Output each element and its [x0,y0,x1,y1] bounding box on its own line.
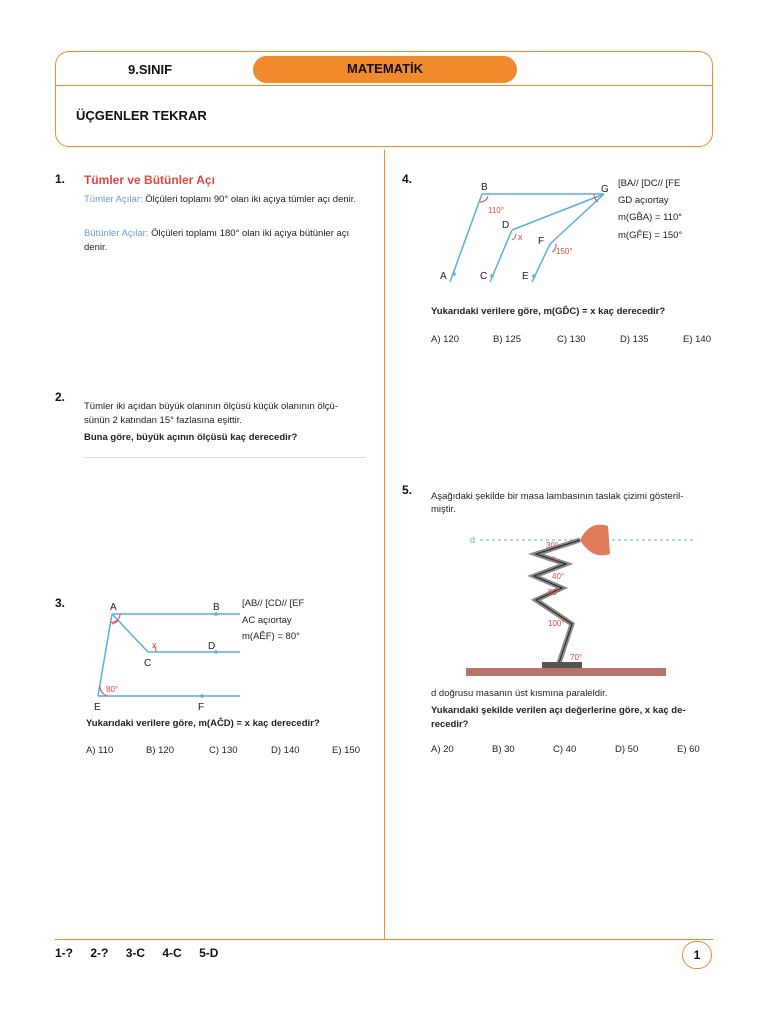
q3-label-f: F [198,702,205,713]
answer-4: 4-C [162,946,182,960]
q5-label-d: d [470,535,476,545]
q1-definition-1 [84,193,369,207]
q4-given-3: m(GB̂A) = 110° [618,212,683,223]
q4-label-110: 110° [488,206,504,215]
q4-choice-d[interactable]: D) 135 [620,334,649,345]
q4-label-e: E [522,271,529,282]
q5-question-line-2: recedir? [431,719,469,730]
q4-label-d: D [502,220,510,231]
q3-given-3: m(AÊF) = 80° [242,631,300,642]
q5-text-line-3: d doğrusu masanın üst kısmına paraleldir. [431,688,608,699]
q5-label-70: 70° [570,653,583,662]
q4-question: Yukarıdaki verilere göre, m(GD̂C) = x kaç derecedir? [431,306,666,317]
q3-choice-c[interactable]: C) 130 [209,745,238,756]
q4-label-b: B [481,182,488,193]
topic-title: ÜÇGENLER TEKRAR [76,108,207,123]
worksheet-header [55,51,713,147]
q5-text-line-2: miştir. [431,504,456,515]
q5-lamp-figure [462,520,702,678]
q3-choice-e[interactable]: E) 150 [332,745,360,756]
header-divider [56,85,712,86]
answer-key [55,946,232,960]
answer-2: 2-? [90,946,109,960]
q4-label-x: x [518,232,523,242]
q4-choice-a[interactable]: A) 120 [431,334,459,345]
q2-text-line-1: Tümler iki açıdan büyük olanının ölçüsü küçük olanının ölçü- [84,401,338,412]
q1-def1-text: Ölçüleri toplamı 90° olan iki açıya tümler açı denir. [145,194,357,205]
q5-question-line-1: Yukarıdaki şekilde verilen açı değerlerine göre, x kaç de- [431,705,686,716]
q3-given-1: [AB// [CD// [EF [242,598,305,609]
q4-given-2: GD açıortay [618,195,669,206]
q5-label-100: 100° [548,619,565,628]
q5-label-50: 50° [548,588,561,597]
page-number: 1 [682,941,712,969]
subject-badge: MATEMATİK [253,56,517,83]
q5-label-x: x [552,554,556,563]
q4-choice-b[interactable]: B) 125 [493,334,521,345]
q3-choice-a[interactable]: A) 110 [86,745,114,756]
q5-label-30: 30° [546,541,559,550]
answer-1: 1-? [55,946,73,960]
q4-label-150: 150° [556,247,573,256]
q5-choice-c[interactable]: C) 40 [553,744,577,755]
q4-label-c: C [480,271,488,282]
q5-choice-a[interactable]: A) 20 [431,744,454,755]
q3-choice-d[interactable]: D) 140 [271,745,300,756]
q2-text-line-2: sünün 2 katından 15° fazlasına eşittir. [84,415,243,426]
question-number-4: 4. [402,172,413,186]
q4-given-1: [BA// [DC// [FE [618,178,681,189]
q2-question: Buna göre, büyük açının ölçüsü kaç derecedir? [84,432,298,443]
q4-figure [432,178,617,290]
question-number-2: 2. [55,390,66,404]
q5-text-line-1: Aşağıdaki şekilde bir masa lambasının taslak çizimi gösteril- [431,491,684,502]
answer-3: 3-C [125,946,146,960]
q3-choice-b[interactable]: B) 120 [146,745,174,756]
q5-label-40: 40° [552,572,565,581]
q3-label-e: E [94,702,101,713]
question-number-1: 1. [55,172,66,186]
q3-label-c: C [144,658,152,669]
q3-figure [90,598,250,713]
answer-5: 5-D [199,946,219,960]
q4-given-4: m(GF̂E) = 150° [618,230,683,241]
q4-choice-e[interactable]: E) 140 [683,334,711,345]
q4-label-f: F [538,236,545,247]
column-divider [384,150,385,940]
q4-choice-c[interactable]: C) 130 [557,334,586,345]
q3-question: Yukarıdaki verilere göre, m(AĈD) = x kaç derecedir? [86,718,320,729]
q3-given-2: AC açıortay [242,615,292,626]
q1-definition-2 [84,227,369,255]
question-number-5: 5. [402,483,413,497]
grade-label: 9.SINIF [128,62,173,77]
q3-label-x: x [152,640,157,650]
q1-def2-text: Ölçüleri toplamı 180° olan iki açıya bütünler açı denir. [84,228,350,253]
q3-label-b: B [213,602,220,613]
q5-choice-e[interactable]: E) 60 [677,744,700,755]
q3-label-a: A [110,602,117,613]
q1-def2-term: Bütünler Açılar: [84,228,149,239]
footer-divider [55,939,713,940]
question-number-3: 3. [55,596,66,610]
q3-label-80: 80° [106,685,119,694]
q1-title: Tümler ve Bütünler Açı [84,173,215,187]
q5-choice-d[interactable]: D) 50 [615,744,639,755]
q3-label-d: D [208,641,216,652]
q1-def1-term: Tümler Açılar: [84,194,143,205]
q4-label-g: G [601,184,609,195]
q2-separator [84,457,366,458]
q4-label-a: A [440,271,447,282]
q5-choice-b[interactable]: B) 30 [492,744,515,755]
